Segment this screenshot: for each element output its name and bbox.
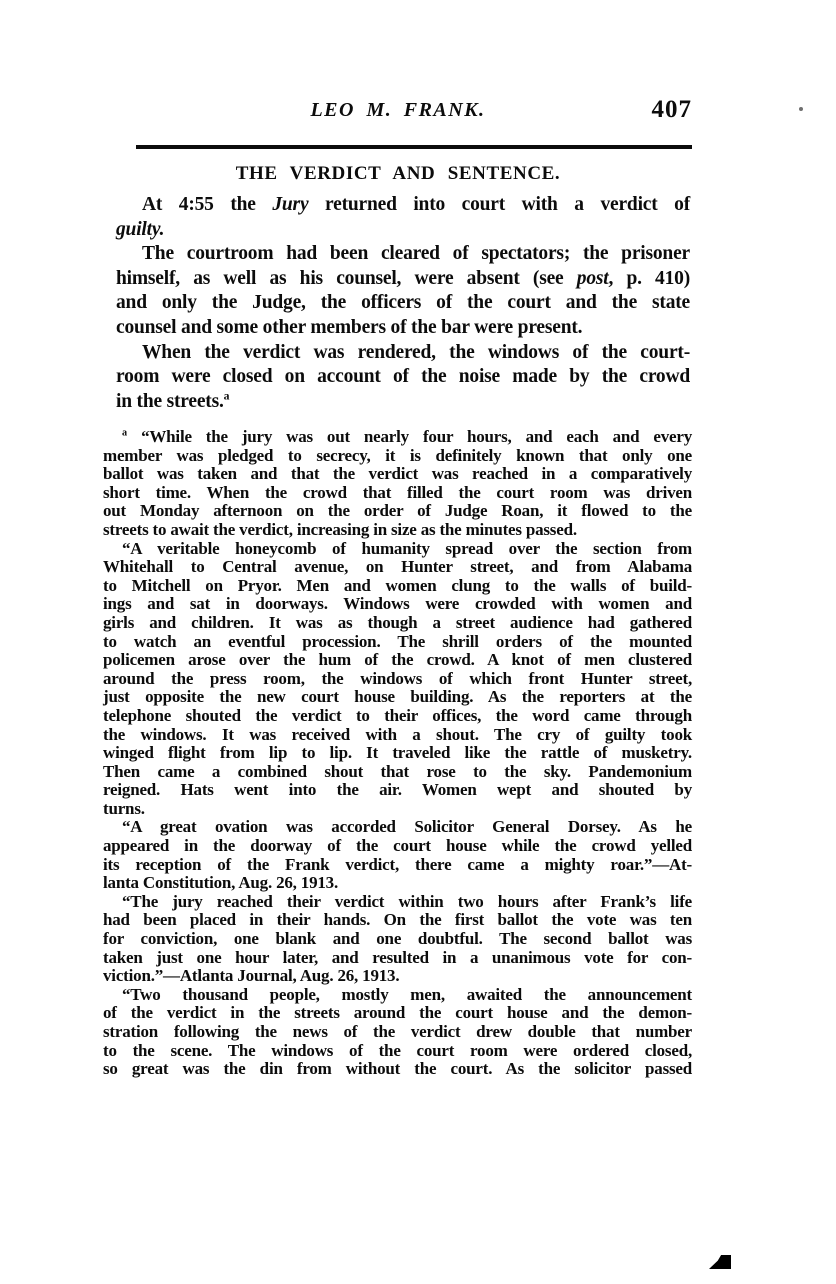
text-line: At 4:55 the Jury returned into court with a verdict of (142, 194, 690, 215)
text-line: girls and children. It was as though a street audience had gathered (103, 612, 692, 632)
text-line: appeared in the doorway of the court house while the crowd yelled (103, 836, 692, 856)
text-line: lanta Constitution, Aug. 26, 1913. (103, 873, 339, 893)
text-line: turns. (103, 798, 145, 818)
text-line: When the verdict was rendered, the windows of the court- (142, 341, 690, 363)
text-line: out Monday afternoon on the order of Judge Roan, it flowed to the (103, 501, 692, 521)
text-line: Whitehall to Central avenue, on Hunter street, and from Alabama (103, 557, 692, 577)
text-line: to the scene. The windows of the court room were ordered closed, (103, 1040, 692, 1060)
text-line: to watch an eventful procession. The shrill orders of the mounted (103, 631, 692, 651)
text-line: the windows. It was received with a shout. The cry of guilty took (103, 724, 692, 744)
text-line: for conviction, one blank and one doubtful. The second ballot was (103, 929, 692, 949)
text-line: just opposite the new court house building. As the reporters at the (103, 687, 692, 707)
page-number: 407 (651, 96, 692, 123)
text-line: stration following the news of the verdict drew double that number (103, 1022, 692, 1041)
text-line: The courtroom had been cleared of spectators; the prisoner (142, 243, 690, 265)
running-head: LEO M. FRANK. (310, 99, 486, 121)
text-line: winged flight from lip to lip. It traveled like the rattle of musketry. (103, 743, 692, 763)
text-line: streets to await the verdict, increasing in size as the minutes passed. (103, 519, 577, 539)
ink-blot-artifact (709, 1255, 731, 1269)
body-text (116, 193, 690, 414)
text-line: around the press room, the windows of which front Hunter street, (103, 668, 692, 688)
section-title: THE VERDICT AND SENTENCE. (235, 163, 561, 184)
text-line: reigned. Hats went into the air. Women wept and shouted by (103, 780, 692, 800)
text-line: taken just one hour later, and resulted in a unanimous vote for con- (103, 947, 692, 967)
text-line: policemen arose over the hum of the crowd. A knot of men clustered (103, 650, 692, 670)
text-line: ballot was taken and that the verdict was reached in a comparatively (103, 464, 692, 484)
text-column (103, 0, 692, 1284)
text-line: in the streets.$^a$ (116, 389, 230, 412)
text-line: room were closed on account of the noise made by the crowd (116, 366, 690, 388)
text-line: Then came a combined shout that rose to the sky. Pandemonium (103, 761, 692, 781)
text-line: ings and sat in doorways. Windows were crowded with women and (103, 594, 692, 614)
header-rule (136, 145, 692, 149)
text-line: “A veritable honeycomb of humanity spread over the section from (122, 538, 692, 558)
text-line: himself, as well as his counsel, were absent (see post, p. 410) (116, 267, 690, 289)
speck-artifact (799, 107, 803, 111)
text-line: short time. When the crowd that filled the court room was driven (103, 482, 692, 502)
text-line: to Mitchell on Pryor. Men and women clung to the walls of build- (103, 575, 692, 595)
text-line: its reception of the Frank verdict, there came a mighty roar.”—At- (103, 854, 692, 874)
text-line: telephone shouted the verdict to their offices, the word came through (103, 705, 692, 725)
text-line: viction.”—Atlanta Journal, Aug. 26, 1913. (103, 966, 400, 986)
text-line: of the verdict in the streets around the court house and the demon- (103, 1003, 692, 1023)
text-line: counsel and some other members of the bar were present. (116, 316, 583, 338)
text-line: and only the Judge, the officers of the court and the state (116, 292, 690, 314)
text-line: had been placed in their hands. On the first ballot the vote was ten (103, 910, 692, 930)
text-line: $^a$ “While the jury was out nearly four hours, and each and every (122, 427, 692, 446)
text-line: member was pledged to secrecy, it is definitely known that only one (103, 445, 692, 465)
text-line: guilty. (116, 218, 165, 240)
text-line: “A great ovation was accorded Solicitor General Dorsey. As he (122, 817, 692, 837)
text-line: so great was the din from without the court. As the solicitor passed (103, 1059, 692, 1079)
text-line: “The jury reached their verdict within two hours after Frank’s life (122, 891, 692, 911)
text-line: “Two thousand people, mostly men, awaited the announcement (122, 984, 692, 1004)
footnote-text (103, 428, 692, 1079)
